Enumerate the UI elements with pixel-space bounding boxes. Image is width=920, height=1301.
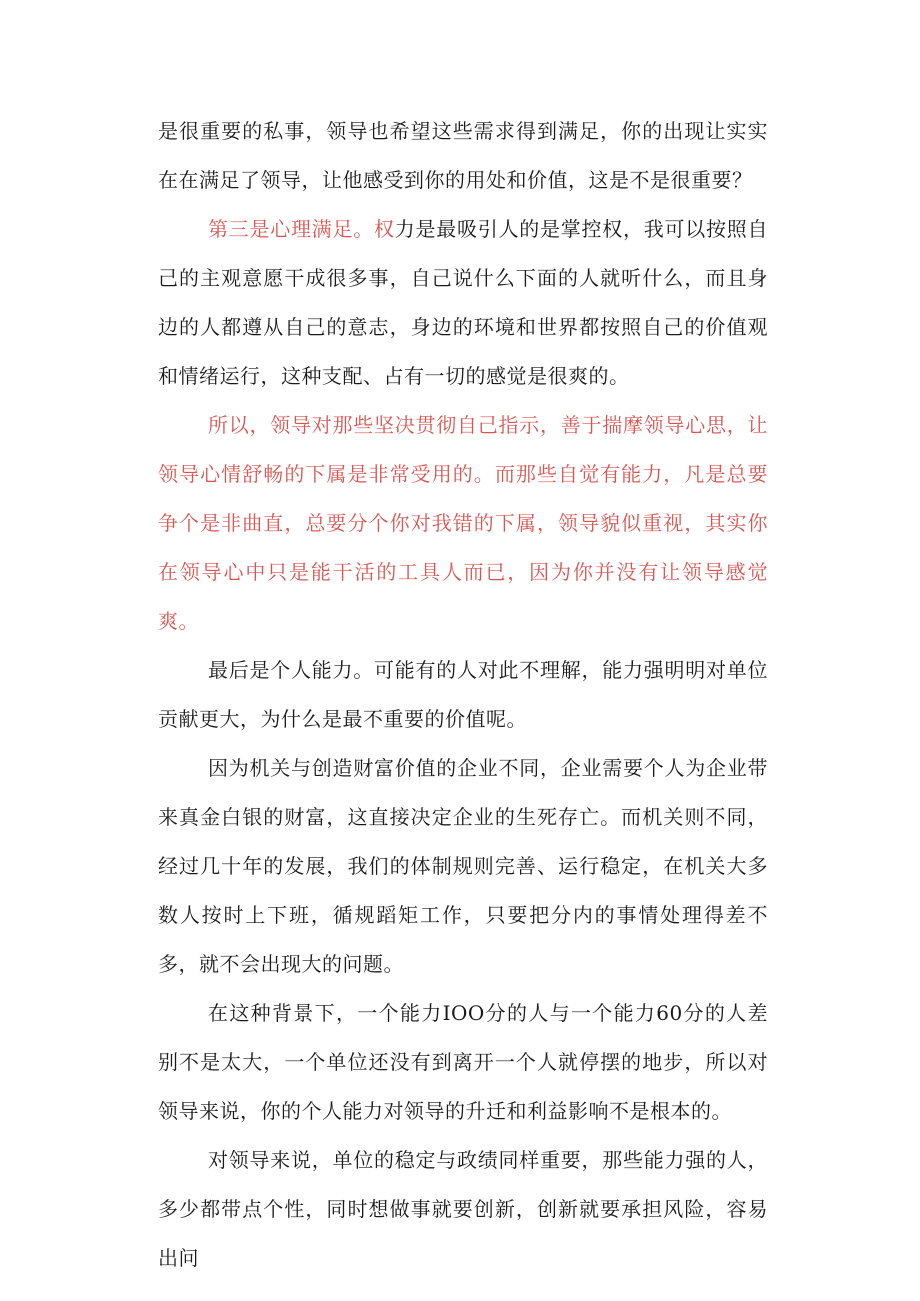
paragraph-5-text: 因为机关与创造财富价值的企业不同，企业需要个人为企业带来真金白银的财富，这直接决定企业的生死存亡。而机关则不同，经过几十年的发展，我们的体制规则完善、运行稳定，在机关大多数人按时上下班，循规蹈矩工作，只要把分内的事情处理得差不多，就不会出现大的问题。 (158, 756, 768, 976)
paragraph-5 (158, 744, 768, 989)
paragraph-4 (158, 646, 768, 744)
paragraph-7 (158, 1136, 768, 1283)
paragraph-6 (158, 989, 768, 1136)
paragraph-2-heading: 第三是心理满足。权 (208, 217, 395, 241)
paragraph-3-text: 所以，领导对那些坚决贯彻自己指示，善于揣摩领导心思，让领导心情舒畅的下属是非常受用的。而那些自觉有能力，凡是总要争个是非曲直，总要分个你对我错的下属，领导貌似重视，其实你在领导心中只是能干活的工具人而已，因为你并没有让领导感觉爽。 (158, 413, 768, 633)
paragraph-7-text: 对领导来说，单位的稳定与政绩同样重要，那些能力强的人，多少都带点个性，同时想做事就要创新，创新就要承担风险，容易出问 (158, 1148, 768, 1270)
paragraph-1-text: 是很重要的私事，领导也希望这些需求得到满足，你的出现让实实在在满足了领导，让他感受到你的用处和价值，这是不是很重要？ (158, 119, 768, 192)
paragraph-1 (158, 107, 768, 205)
paragraph-3 (158, 401, 768, 646)
paragraph-2 (158, 205, 768, 401)
paragraph-2-text: 力是最吸引人的是掌控权，我可以按照自己的主观意愿干成很多事，自己说什么下面的人就听什么，而且身边的人都遵从自己的意志，身边的环境和世界都按照自己的价值观和情绪运行，这种支配、占有一切的感觉是很爽的。 (158, 217, 768, 388)
paragraph-4-text: 最后是个人能力。可能有的人对此不理解，能力强明明对单位贡献更大，为什么是最不重要的价值呢。 (158, 658, 768, 731)
paragraph-6-text: 在这种背景下，一个能力IOO分的人与一个能力60分的人差别不是太大，一个单位还没有到离开一个人就停摆的地步，所以对领导来说，你的个人能力对领导的升迁和利益影响不是根本的。 (158, 1001, 768, 1123)
document-body (158, 107, 768, 1283)
